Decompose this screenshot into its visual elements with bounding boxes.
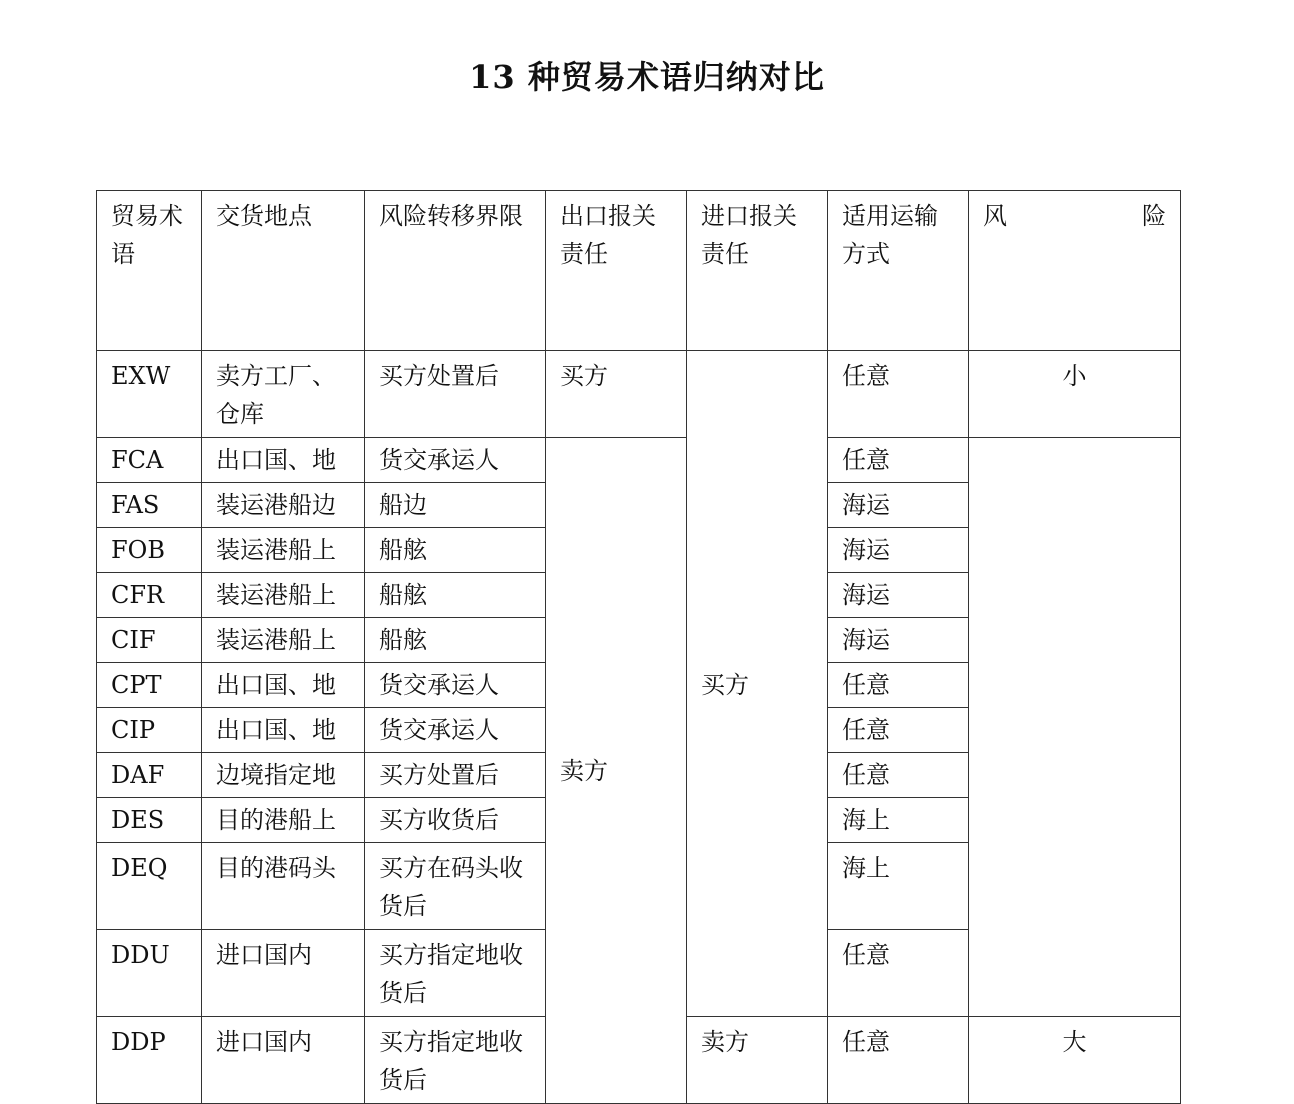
header-risk-transfer: 风险转移界限 bbox=[365, 191, 546, 351]
cell-transport: 任意 bbox=[828, 753, 969, 798]
cell-transport: 任意 bbox=[828, 438, 969, 483]
cell-risk-transfer: 船舷 bbox=[365, 573, 546, 618]
header-risk-left: 风 bbox=[983, 202, 1007, 230]
header-delivery: 交货地点 bbox=[202, 191, 365, 351]
header-row bbox=[97, 191, 1181, 351]
cell-term: FOB bbox=[97, 528, 202, 573]
cell-term: DAF bbox=[97, 753, 202, 798]
cell-risk-transfer: 买方处置后 bbox=[365, 351, 546, 438]
header-risk bbox=[969, 191, 1181, 351]
cell-transport: 海上 bbox=[828, 843, 969, 930]
cell-delivery: 进口国内 bbox=[202, 1017, 365, 1104]
cell-delivery: 进口国内 bbox=[202, 930, 365, 1017]
cell-transport: 任意 bbox=[828, 708, 969, 753]
header-term: 贸易术语 bbox=[97, 191, 202, 351]
cell-delivery: 装运港船边 bbox=[202, 483, 365, 528]
cell-delivery: 装运港船上 bbox=[202, 528, 365, 573]
document-title: 13 种贸易术语归纳对比 bbox=[469, 58, 825, 96]
cell-transport: 任意 bbox=[828, 351, 969, 438]
table-row bbox=[97, 438, 1181, 483]
cell-risk-transfer: 船边 bbox=[365, 483, 546, 528]
cell-delivery: 目的港船上 bbox=[202, 798, 365, 843]
cell-term: FAS bbox=[97, 483, 202, 528]
cell-risk-transfer: 船舷 bbox=[365, 528, 546, 573]
cell-risk-transfer: 买方收货后 bbox=[365, 798, 546, 843]
cell-export-clearance-merged: 卖方 bbox=[546, 438, 687, 1104]
cell-risk-transfer: 买方指定地收货后 bbox=[365, 1017, 546, 1104]
cell-transport: 任意 bbox=[828, 1017, 969, 1104]
cell-import-clearance: 卖方 bbox=[687, 1017, 828, 1104]
cell-transport: 海运 bbox=[828, 483, 969, 528]
cell-risk-transfer: 买方处置后 bbox=[365, 753, 546, 798]
cell-term: DDP bbox=[97, 1017, 202, 1104]
cell-term: DDU bbox=[97, 930, 202, 1017]
cell-delivery: 出口国、地 bbox=[202, 663, 365, 708]
cell-risk-transfer: 买方指定地收货后 bbox=[365, 930, 546, 1017]
cell-risk-merged bbox=[969, 438, 1181, 1017]
cell-term: CIP bbox=[97, 708, 202, 753]
header-import-clearance: 进口报关责任 bbox=[687, 191, 828, 351]
cell-delivery: 卖方工厂、仓库 bbox=[202, 351, 365, 438]
cell-delivery: 目的港码头 bbox=[202, 843, 365, 930]
cell-risk-transfer: 货交承运人 bbox=[365, 663, 546, 708]
cell-term: DES bbox=[97, 798, 202, 843]
cell-term: EXW bbox=[97, 351, 202, 438]
cell-term: FCA bbox=[97, 438, 202, 483]
cell-transport: 海运 bbox=[828, 618, 969, 663]
trade-terms-table bbox=[96, 190, 1181, 1104]
cell-term: DEQ bbox=[97, 843, 202, 930]
cell-delivery: 装运港船上 bbox=[202, 573, 365, 618]
cell-transport: 任意 bbox=[828, 930, 969, 1017]
cell-transport: 海运 bbox=[828, 573, 969, 618]
table-row bbox=[97, 351, 1181, 438]
cell-term: CFR bbox=[97, 573, 202, 618]
cell-risk-transfer: 买方在码头收货后 bbox=[365, 843, 546, 930]
cell-term: CIF bbox=[97, 618, 202, 663]
cell-risk-transfer: 船舷 bbox=[365, 618, 546, 663]
cell-transport: 任意 bbox=[828, 663, 969, 708]
header-export-clearance: 出口报关责任 bbox=[546, 191, 687, 351]
cell-term: CPT bbox=[97, 663, 202, 708]
header-transport: 适用运输方式 bbox=[828, 191, 969, 351]
cell-delivery: 装运港船上 bbox=[202, 618, 365, 663]
cell-risk-large: 大 bbox=[969, 1017, 1181, 1104]
header-risk-right: 险 bbox=[1142, 202, 1166, 230]
cell-import-clearance-merged: 买方 bbox=[687, 351, 828, 1017]
cell-risk-small: 小 bbox=[969, 351, 1181, 438]
cell-transport: 海运 bbox=[828, 528, 969, 573]
cell-delivery: 出口国、地 bbox=[202, 438, 365, 483]
cell-risk-transfer: 货交承运人 bbox=[365, 438, 546, 483]
cell-export-clearance: 买方 bbox=[546, 351, 687, 438]
cell-risk-transfer: 货交承运人 bbox=[365, 708, 546, 753]
cell-delivery: 出口国、地 bbox=[202, 708, 365, 753]
cell-delivery: 边境指定地 bbox=[202, 753, 365, 798]
cell-transport: 海上 bbox=[828, 798, 969, 843]
